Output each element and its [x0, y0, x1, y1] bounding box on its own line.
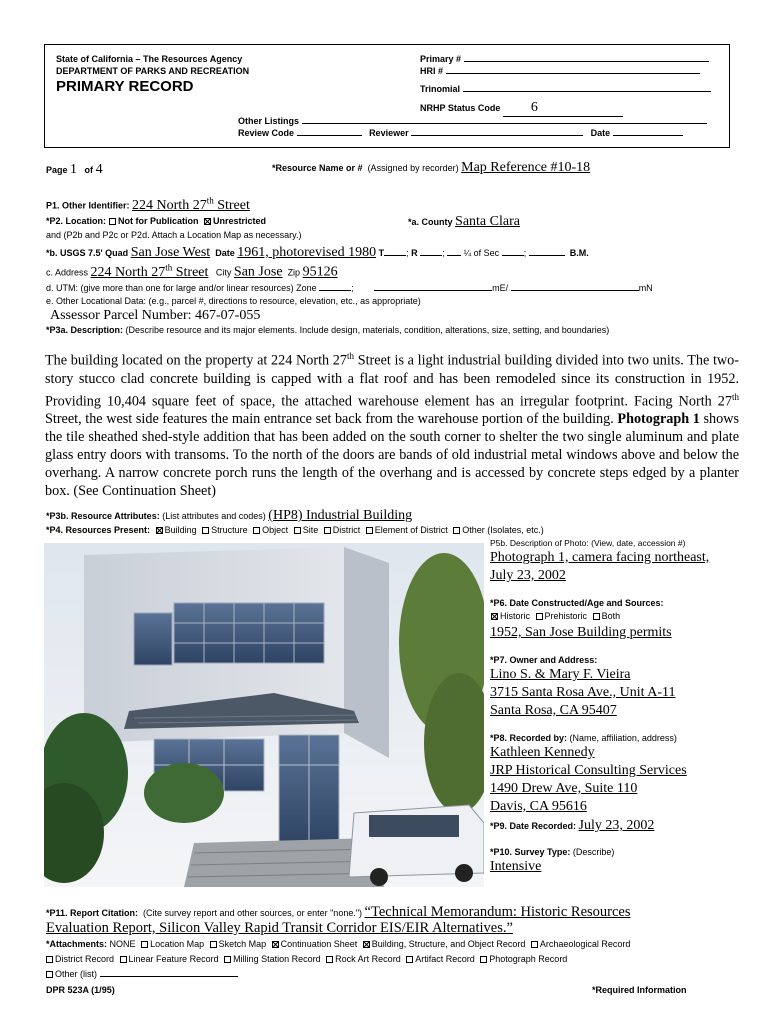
- p5b-value-1: Photograph 1, camera facing northeast,: [490, 550, 710, 565]
- recorder-line-2: JRP Historical Consulting Services: [490, 763, 687, 778]
- p6-label: *P6. Date Constructed/Age and Sources:: [490, 598, 664, 608]
- object-checkbox[interactable]: [253, 527, 260, 534]
- location-map-checkbox[interactable]: [141, 941, 148, 948]
- continuation-sheet-checkbox[interactable]: [272, 941, 279, 948]
- nrhp-status-field: NRHP Status Code 6: [420, 100, 623, 117]
- prehistoric-checkbox[interactable]: [536, 613, 543, 620]
- owner-line-3: Santa Rosa, CA 95407: [490, 703, 617, 718]
- not-for-publication-checkbox[interactable]: [109, 218, 116, 225]
- unrestricted-checkbox[interactable]: [204, 218, 211, 225]
- owner-line-2: 3715 Santa Rosa Ave., Unit A-11: [490, 685, 676, 700]
- quad-value: San Jose West: [130, 245, 211, 260]
- zip-value: 95126: [302, 264, 338, 280]
- element-of-district-checkbox[interactable]: [366, 527, 373, 534]
- p2-and-line: and (P2b and P2c or P2d. Attach a Location Map as necessary.): [46, 230, 302, 240]
- attachments-other: Other (list): [43, 969, 238, 979]
- p2c-address-line: c. Address 224 North 27th Street City San Jose Zip 95126: [46, 262, 338, 280]
- attachments-row-2: District Record Linear Feature Record Milling Station Record Rock Art Record Artifact Record Photograph Record: [43, 954, 567, 964]
- p10-label-line: *P10. Survey Type: (Describe): [490, 847, 615, 857]
- p2b-usgs-line: *b. USGS 7.5' Quad San Jose West Date 1961, photorevised 1980 T ; R ; ¼ of Sec ; B.M.: [46, 245, 589, 260]
- recorder-line-4: Davis, CA 95616: [490, 799, 587, 814]
- p6-value: 1952, San Jose Building permits: [490, 625, 672, 640]
- city-value: San Jose: [233, 264, 283, 280]
- trinomial-field: Trinomial: [420, 84, 711, 94]
- county-value: Santa Clara: [455, 214, 520, 229]
- p11-value-1: “Technical Memorandum: Historic Resources: [364, 904, 631, 920]
- p6-options: Historic Prehistoric Both: [488, 611, 620, 621]
- historic-checkbox[interactable]: [491, 613, 498, 620]
- p11-value-2: Evaluation Report, Silicon Valley Rapid Transit Corridor EIS/EIR Alternatives.”: [46, 920, 513, 936]
- district-checkbox[interactable]: [324, 527, 331, 534]
- p8-label-line: *P8. Recorded by: (Name, affiliation, address): [490, 733, 677, 743]
- form-id: DPR 523A (1/95): [46, 985, 115, 995]
- p5b-label: P5b. Description of Photo: (View, date, accession #): [490, 538, 686, 548]
- review-code-field: Review Code Reviewer Date: [238, 128, 683, 138]
- form-title: PRIMARY RECORD: [56, 78, 194, 95]
- page-indicator: Page 1 of 4: [46, 162, 103, 177]
- recorder-line-1: Kathleen Kennedy: [490, 745, 595, 760]
- other-list-checkbox[interactable]: [46, 971, 53, 978]
- recorder-line-3: 1490 Drew Ave, Suite 110: [490, 781, 638, 796]
- p11-citation-line: *P11. Report Citation: (Cite survey report and other sources, or enter "none.") “Technical Memorandum: Historic Resources: [46, 904, 631, 920]
- owner-line-1: Lino S. & Mary F. Vieira: [490, 667, 631, 682]
- other-listings-field: Other Listings: [238, 116, 707, 126]
- other-isolates-checkbox[interactable]: [453, 527, 460, 534]
- sketch-map-checkbox[interactable]: [210, 941, 217, 948]
- p2-location: *P2. Location: Not for Publication Unrestricted: [46, 216, 267, 226]
- resource-name-value: Map Reference #10-18: [461, 160, 591, 175]
- p2-county: *a. County Santa Clara: [408, 214, 520, 229]
- p3b-value: (HP8) Industrial Building: [268, 508, 413, 523]
- p4-resources-present: *P4. Resources Present: Building Structure Object Site District Element of District Other (Isolates, etc.): [46, 525, 544, 535]
- photograph-record-checkbox[interactable]: [480, 956, 487, 963]
- required-info-note: *Required Information: [592, 985, 687, 995]
- p1-other-identifier: P1. Other Identifier: 224 North 27th Street: [46, 195, 250, 213]
- milling-station-record-checkbox[interactable]: [224, 956, 231, 963]
- artifact-record-checkbox[interactable]: [406, 956, 413, 963]
- parcel-number: Assessor Parcel Number: 467-07-055: [50, 308, 261, 323]
- building-photograph: [44, 543, 484, 887]
- structure-checkbox[interactable]: [202, 527, 209, 534]
- p2d-utm-line: d. UTM: (give more than one for large and/or linear resources) Zone ; mE/ mN: [46, 283, 653, 293]
- agency-name: State of California – The Resources Agency: [56, 54, 243, 64]
- rock-art-record-checkbox[interactable]: [326, 956, 333, 963]
- site-checkbox[interactable]: [294, 527, 301, 534]
- p9-value: July 23, 2002: [578, 818, 655, 833]
- building-structure-object-record-checkbox[interactable]: [363, 941, 370, 948]
- p2e-other-data-label: e. Other Locational Data: (e.g., parcel #, directions to resource, elevation, etc., as appropriate): [46, 296, 421, 306]
- linear-feature-record-checkbox[interactable]: [120, 956, 127, 963]
- archaeological-record-checkbox[interactable]: [531, 941, 538, 948]
- p3a-label-line: *P3a. Description: (Describe resource and its major elements. Include design, materials, condition, alterations, size, setting, and boundaries): [46, 325, 610, 335]
- department-name: DEPARTMENT OF PARKS AND RECREATION: [56, 66, 250, 76]
- hri-field: HRI #: [420, 66, 700, 76]
- resource-name-line: *Resource Name or # (Assigned by recorder) Map Reference #10-18: [272, 160, 591, 175]
- p1-value: 224 North 27th Street: [132, 195, 250, 213]
- primary-field: Primary #: [420, 54, 709, 64]
- p10-value: Intensive: [490, 859, 542, 874]
- both-checkbox[interactable]: [593, 613, 600, 620]
- p5b-value-2: July 23, 2002: [490, 568, 566, 583]
- p3a-description: The building located on the property at 224 North 27th Street is a light industrial building divided into two units. The two-story stucco clad concrete building is capped with a flat roof and has been remodeled since its construction in 1952. Providing 10,404 square feet of space, the attached warehouse element has an irregular footprint. Facing North 27th Street, the west side features the main entrance set back from the warehouse portion of the building. Photograph 1 shows the tile sheathed shed-style addition that has been added on the south corner to shelter the two single aluminum and plate glass entry doors with transoms. To the north of the doors are bands of old industrial metal windows above and below the overhang. A narrow concrete porch runs the length of the overhang and is accessed by concrete steps edged by a planter box. (See Continuation Sheet): [45, 351, 739, 500]
- nrhp-status-value: 6: [530, 100, 538, 115]
- p9-date-recorded: *P9. Date Recorded: July 23, 2002: [490, 818, 655, 833]
- quad-date-value: 1961, photorevised 1980: [237, 245, 377, 260]
- p7-label: *P7. Owner and Address:: [490, 655, 598, 665]
- district-record-checkbox[interactable]: [46, 956, 53, 963]
- p3b-attributes: *P3b. Resource Attributes: (List attributes and codes) (HP8) Industrial Building: [46, 508, 413, 523]
- attachments-row-1: *Attachments: NONE Location Map Sketch Map Continuation Sheet Building, Structure, and Object Record Archaeological Record: [46, 939, 631, 949]
- address-value: 224 North 27th Street: [90, 262, 209, 280]
- building-checkbox[interactable]: [156, 527, 163, 534]
